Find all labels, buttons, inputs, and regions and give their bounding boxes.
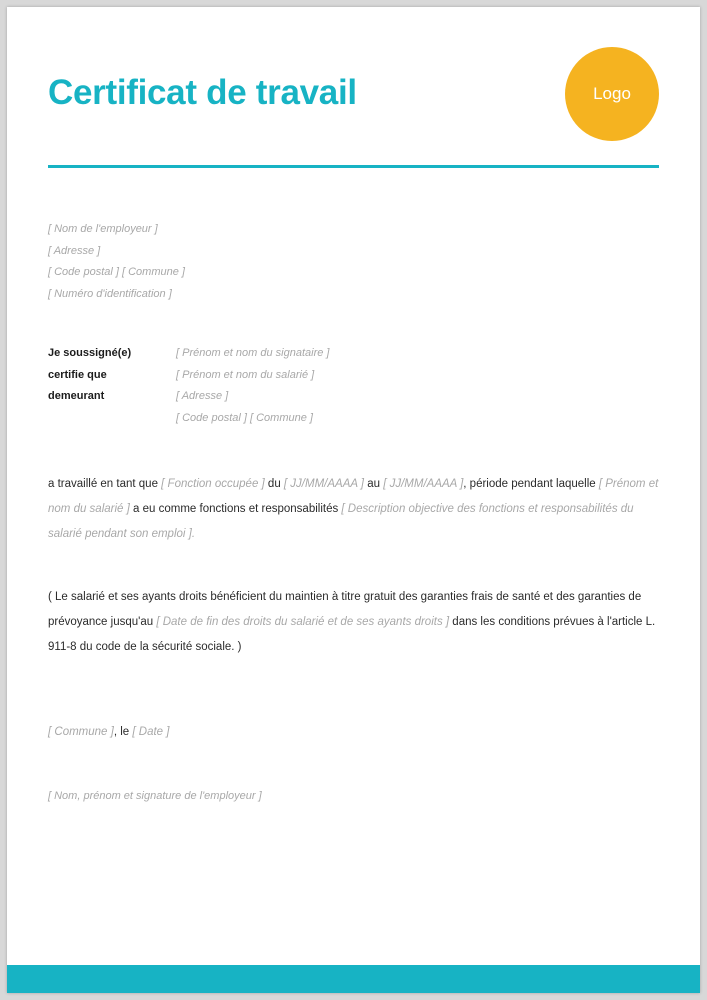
- table-row: [48, 386, 659, 408]
- document-content: [48, 7, 659, 818]
- declaration-value-commune: [ Code postal ] [ Commune ]: [176, 411, 313, 424]
- para2-text2: dans les conditions prévues à l'article L. 911-8 du code de la sécurité sociale. ): [48, 616, 656, 653]
- para2-text1: ( Le salarié et ses ayants droits bénéficient du maintien à titre gratuit des garanties frais de santé et des garanties de prévoyance jusqu'au: [48, 591, 642, 628]
- para1-field-description: [ Description objective des fonctions et responsabilités du salarié pendant son emploi ].: [48, 503, 634, 540]
- declaration-label-soussigne: Je soussigné(e): [48, 347, 132, 359]
- paragraph-prevoyance: [48, 585, 659, 660]
- footer-bar: [7, 965, 700, 993]
- para1-text1: a travaillé en tant que: [48, 478, 162, 490]
- para1-text2: du: [264, 478, 284, 490]
- signature-field-employeur: [ Nom, prénom et signature de l'employeur ]: [48, 790, 262, 802]
- para1-text5: a eu comme fonctions et responsabilités: [129, 503, 342, 515]
- page-title: Certificat de travail: [48, 73, 357, 112]
- paragraph-emploi: [48, 472, 659, 547]
- para1-field-date-fin: [ JJ/MM/AAAA ]: [383, 478, 464, 490]
- document-header: [48, 7, 659, 172]
- declaration-value-salarie: [ Prénom et nom du salarié ]: [176, 368, 315, 381]
- employer-address: [ Adresse ]: [48, 244, 101, 257]
- declaration-table: [48, 343, 659, 429]
- declaration-value-adresse: [ Adresse ]: [176, 390, 229, 402]
- employer-block: [48, 219, 659, 305]
- employer-city: [ Code postal ] [ Commune ]: [48, 266, 185, 278]
- para1-field-date-debut: [ JJ/MM/AAAA ]: [283, 478, 365, 490]
- para2-field-date-fin-droits: [ Date de fin des droits du salarié et de ses ayants droits ]: [156, 616, 450, 628]
- table-row: [48, 365, 659, 387]
- declaration-label-certifie: certifie que: [48, 368, 107, 381]
- signature-place-date: [48, 720, 659, 745]
- declaration-value-signataire: [ Prénom et nom du signataire ]: [176, 347, 330, 359]
- document-page: [7, 7, 700, 993]
- para1-text4: , période pendant laquelle: [463, 478, 599, 490]
- para1-field-fonction: [ Fonction occupée ]: [161, 478, 265, 490]
- para1-text3: au: [364, 478, 384, 490]
- header-divider: [48, 165, 659, 168]
- logo-placeholder: [565, 47, 659, 141]
- employer-id: [ Numéro d'identification ]: [48, 287, 172, 300]
- table-row: [48, 408, 659, 430]
- employer-name: [ Nom de l'employeur ]: [48, 223, 158, 235]
- signature-text-le: , le: [113, 726, 133, 738]
- signature-field-date: [ Date ]: [132, 726, 170, 738]
- para1-field-nom-salarie: [ Prénom et nom du salarié ]: [48, 478, 659, 515]
- logo-label: Logo: [593, 84, 631, 103]
- signature-field-commune: [ Commune ]: [48, 726, 114, 738]
- declaration-label-empty: [48, 408, 176, 430]
- declaration-label-demeurant: demeurant: [48, 390, 105, 402]
- table-row: [48, 343, 659, 365]
